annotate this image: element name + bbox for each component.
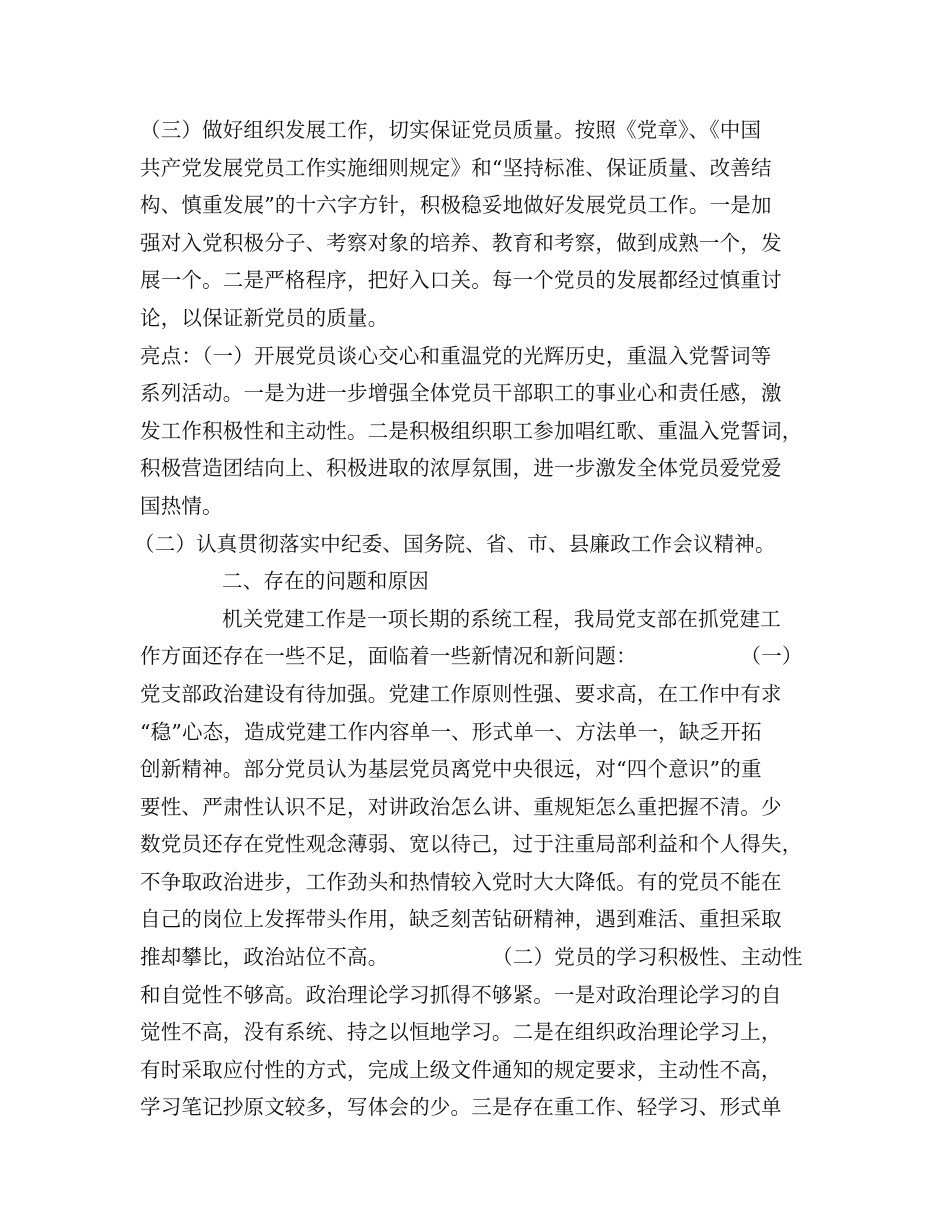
paragraph-line: 作方面还存在一些不足，面临着一些新情况和新问题： （一） bbox=[140, 644, 803, 669]
paragraph-line: 推却攀比，政治站位不高。 （二）党员的学习积极性、主动性 bbox=[140, 945, 803, 970]
paragraph-line: 机关党建工作是一项长期的系统工程，我局党支部在抓党建工 bbox=[222, 606, 781, 631]
document-body bbox=[134, 112, 830, 1127]
paragraph-line: 亮点：（一）开展党员谈心交心和重温党的光辉历史，重温入党誓词等 bbox=[140, 343, 772, 368]
paragraph-line: （三）做好组织发展工作，切实保证党员质量。按照《党章》、《中国 bbox=[140, 118, 762, 142]
paragraph-line: 系列活动。一是为进一步增强全体党员干部职工的事业心和责任感，激 bbox=[140, 381, 782, 406]
paragraph-line: 构、慎重发展”的十六字方针，积极稳妥地做好发展党员工作。一是加 bbox=[140, 193, 772, 218]
paragraph-line: 和自觉性不够高。政治理论学习抓得不够紧。一是对政治理论学习的自 bbox=[140, 982, 782, 1007]
section-heading: 二、存在的问题和原因 bbox=[222, 569, 429, 594]
paragraph-line: 积极营造团结向上、积极进取的浓厚氛围，进一步激发全体党员爱党爱 bbox=[140, 456, 782, 481]
paragraph-line: 有时采取应付性的方式，完成上级文件通知的规定要求，主动性不高， bbox=[140, 1057, 782, 1082]
paragraph-line: 数党员还存在党性观念薄弱、宽以待己，过于注重局部利益和个人得失， bbox=[140, 832, 803, 857]
paragraph-line: 不争取政治进步，工作劲头和热情较入党时大大降低。有的党员不能在 bbox=[140, 869, 782, 894]
paragraph-line: 强对入党积极分子、考察对象的培养、教育和考察，做到成熟一个，发 bbox=[140, 230, 782, 255]
paragraph-line: 发工作积极性和主动性。二是积极组织职工参加唱红歌、重温入党誓词， bbox=[140, 418, 803, 443]
paragraph-line: 要性、严肃性认识不足，对讲政治怎么讲、重规矩怎么重把握不清。少 bbox=[140, 794, 782, 819]
paragraph-line: 觉性不高，没有系统、持之以恒地学习。二是在组织政治理论学习上， bbox=[140, 1020, 782, 1045]
paragraph-line: 共产党发展党员工作实施细则规定》和“坚持标准、保证质量、改善结 bbox=[140, 155, 772, 180]
paragraph-line: 展一个。二是严格程序，把好入口关。每一个党员的发展都经过慎重讨 bbox=[140, 268, 782, 293]
paragraph-line: 论，以保证新党员的质量。 bbox=[140, 305, 389, 330]
paragraph-line: 学习笔记抄原文较多，写体会的少。三是存在重工作、轻学习、形式单 bbox=[140, 1095, 782, 1120]
paragraph-line: “稳”心态，造成党建工作内容单一、形式单一、方法单一，缺乏开拓 bbox=[140, 719, 762, 744]
paragraph-line: 党支部政治建设有待加强。党建工作原则性强、要求高，在工作中有求 bbox=[140, 681, 782, 706]
paragraph-line: 自己的岗位上发挥带头作用，缺乏刻苦钻研精神，遇到难活、重担采取 bbox=[140, 907, 782, 932]
paragraph-line: （二）认真贯彻落实中纪委、国务院、省、市、县廉政工作会议精神。 bbox=[134, 531, 776, 556]
paragraph-line: 创新精神。部分党员认为基层党员离党中央很远，对“四个意识”的重 bbox=[140, 757, 762, 782]
paragraph-line: 国热情。 bbox=[140, 493, 223, 518]
